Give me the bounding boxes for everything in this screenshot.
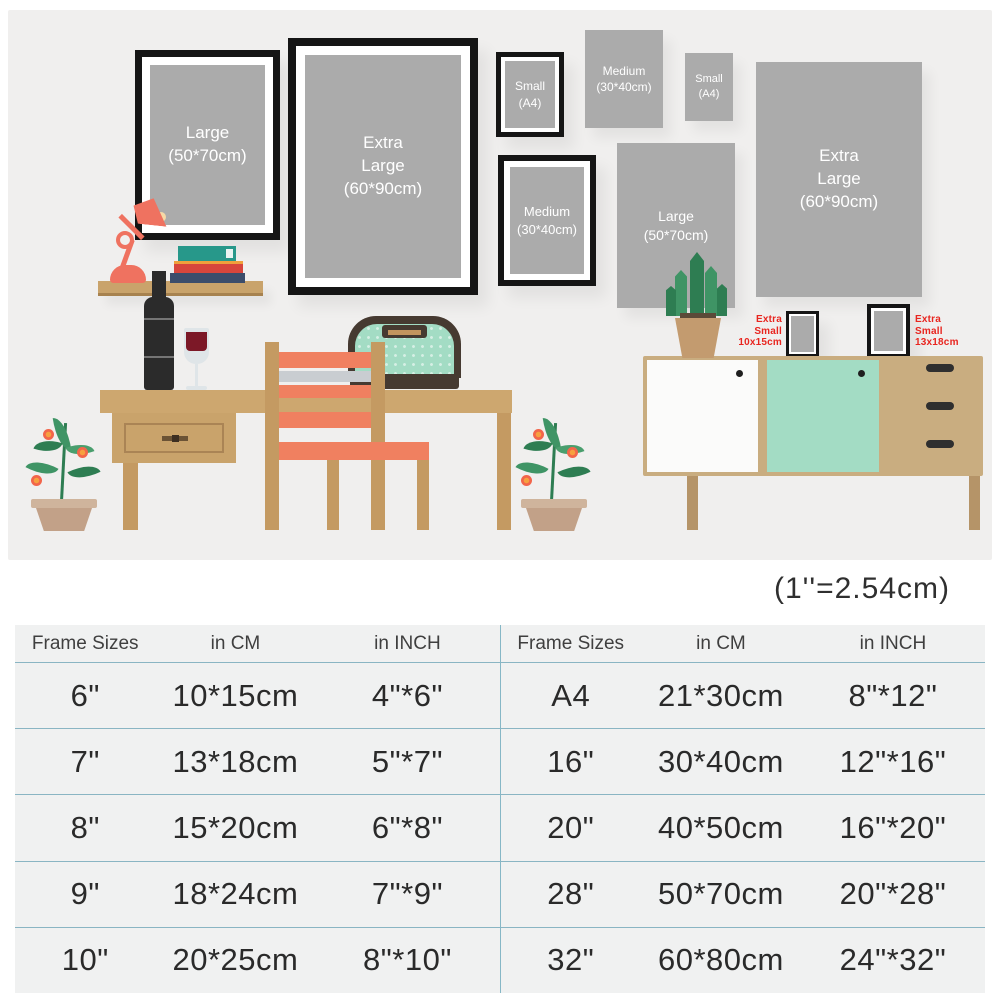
size-table-right	[500, 625, 986, 993]
photo-placeholder	[510, 167, 584, 274]
frame-mat	[296, 46, 470, 287]
chair-slat	[279, 352, 371, 368]
plant-leaf	[675, 270, 687, 316]
cell-inch: 20"*28"	[839, 876, 947, 912]
column-header: in CM	[210, 632, 261, 654]
plant-pot-rim	[521, 499, 587, 508]
handbag-handle-bar	[388, 330, 421, 335]
potted-plant-sideboard	[666, 250, 728, 358]
table-row	[501, 794, 986, 860]
cell-inch: 4"*6"	[371, 677, 443, 713]
frame-mat	[871, 308, 906, 354]
table-row	[501, 927, 986, 993]
desk-leg	[497, 413, 511, 530]
drawer-handle	[926, 440, 954, 448]
plant-leaf	[717, 284, 727, 316]
column-header: in INCH	[374, 632, 441, 654]
cell-inch: 6"*8"	[371, 810, 443, 845]
cell-inch: 7"*9"	[371, 876, 443, 912]
chair-leg	[327, 460, 339, 530]
chair-slat	[279, 385, 371, 398]
framed-print-xlarge-60x90	[288, 38, 478, 295]
wine-in-glass	[186, 332, 207, 351]
chair-back-post	[265, 342, 279, 530]
column-header: in CM	[696, 632, 746, 654]
size-table-left	[15, 625, 500, 993]
plant-flower	[77, 447, 88, 458]
cell-inch: 12"*16"	[839, 743, 947, 779]
frame-size-label: Medium (30*40cm)	[517, 203, 577, 237]
desk-lamp-joint	[116, 231, 134, 249]
table-header-row	[501, 625, 986, 662]
cell-inch: 24"*32"	[839, 942, 947, 978]
frame-size-label: Large (50*70cm)	[168, 123, 247, 165]
cell-cm: 60*80cm	[658, 942, 784, 978]
cell-cm: 15*20cm	[172, 810, 299, 845]
cell-frame-size: 20"	[547, 810, 595, 845]
column-header: Frame Sizes	[31, 632, 139, 654]
table-row	[15, 927, 500, 993]
cell-inch: 8"*12"	[848, 677, 938, 713]
tabletop-frame-10x15	[786, 311, 819, 357]
table-row	[501, 861, 986, 927]
cell-cm: 13*18cm	[172, 743, 299, 779]
plant-pot	[526, 508, 582, 531]
book-red	[174, 264, 243, 273]
plant-flower	[567, 447, 578, 458]
column-header: Frame Sizes	[517, 632, 625, 654]
sideboard-leg	[969, 476, 980, 530]
sideboard-door-white	[647, 360, 758, 472]
photo-placeholder	[305, 55, 461, 278]
cell-frame-size: 9"	[70, 876, 100, 912]
sideboard-leg	[687, 476, 698, 530]
cell-cm: 21*30cm	[658, 677, 784, 713]
size-conversion-tables	[15, 625, 985, 993]
chair-slat	[279, 371, 371, 382]
cell-frame-size: 6"	[70, 677, 100, 713]
wall-shelf	[98, 281, 263, 296]
book-label	[226, 249, 233, 258]
desk-leg	[123, 463, 138, 530]
photo-placeholder	[505, 61, 555, 128]
extra-small-10x15-label: Extra Small 10x15cm	[738, 314, 782, 348]
cell-frame-size: 8"	[70, 810, 100, 845]
frame-mat	[142, 57, 273, 233]
table-row	[501, 728, 986, 794]
chair-back-post	[371, 342, 385, 530]
cell-inch: 5"*7"	[371, 743, 443, 779]
table-header-row	[15, 625, 500, 662]
plant-leaf	[705, 266, 717, 316]
tabletop-frame-13x18	[867, 304, 910, 358]
cell-frame-size: 7"	[70, 743, 100, 779]
plant-flower	[521, 475, 532, 486]
frame-mat	[504, 161, 590, 280]
plant-leaf	[690, 252, 704, 316]
drawer-handle	[926, 402, 954, 410]
wine-bottle-label-line	[144, 356, 174, 358]
column-header: in INCH	[859, 632, 927, 654]
potted-plant-floor-left	[15, 413, 115, 531]
chair-seat	[279, 442, 429, 460]
framed-print-medium-30x40	[498, 155, 596, 286]
cell-frame-size: 16"	[547, 743, 595, 779]
plant-flower	[31, 475, 42, 486]
table-row	[501, 662, 986, 728]
frame-size-label: Medium (30*40cm)	[596, 63, 652, 94]
cell-cm: 50*70cm	[658, 876, 784, 912]
frame-mat	[501, 57, 559, 132]
cell-inch: 8"*10"	[363, 942, 452, 978]
table-row	[15, 861, 500, 927]
cell-cm: 20*25cm	[172, 942, 299, 978]
plant-leaf	[25, 455, 58, 481]
plant-pot	[675, 318, 721, 358]
plant-leaf	[67, 459, 100, 485]
photo-placeholder	[150, 65, 265, 225]
extra-small-13x18-label: Extra Small 13x18cm	[915, 314, 959, 348]
frame-size-label: Extra Large (60*90cm)	[799, 146, 879, 211]
plant-pot	[36, 508, 92, 531]
table-row	[15, 728, 500, 794]
table-row	[15, 662, 500, 728]
door-knob	[736, 370, 743, 377]
drawer-handle	[926, 364, 954, 372]
frame-mat	[789, 314, 816, 354]
potted-plant-floor-middle	[505, 413, 605, 531]
cell-frame-size: A4	[551, 677, 591, 713]
inch-cm-conversion-note: (1''=2.54cm)	[773, 572, 950, 605]
cell-frame-size: 10"	[61, 942, 109, 978]
print-xlarge-60x90	[756, 62, 922, 297]
plant-flower	[533, 429, 544, 440]
frame-size-label: Large (50*70cm)	[643, 207, 709, 243]
print-small-a4	[685, 53, 733, 121]
cell-frame-size: 32"	[547, 942, 595, 978]
plant-pot-rim	[31, 499, 97, 508]
cell-cm: 18*24cm	[172, 876, 299, 912]
table-row	[15, 794, 500, 860]
cell-cm: 40*50cm	[658, 810, 784, 845]
frame-size-label: Small (A4)	[514, 79, 545, 110]
plant-flower	[43, 429, 54, 440]
plant-leaf	[557, 459, 590, 485]
desk-drawer-knob	[172, 435, 179, 442]
print-medium-30x40	[585, 30, 663, 128]
desk-lamp-base	[110, 265, 146, 283]
frame-size-label: Extra Large (60*90cm)	[343, 133, 423, 198]
framed-print-small-a4	[496, 52, 564, 137]
cell-cm: 30*40cm	[658, 743, 784, 779]
plant-leaf	[666, 286, 676, 316]
cell-cm: 10*15cm	[172, 677, 299, 713]
wine-bottle-label-line	[144, 318, 174, 320]
chair-slat	[279, 412, 371, 428]
chair-leg	[417, 460, 429, 530]
frame-size-label: Small (A4)	[695, 73, 723, 100]
cell-frame-size: 28"	[547, 876, 595, 912]
wine-bottle	[144, 297, 174, 390]
wine-glass-foot	[186, 386, 207, 390]
sideboard	[643, 356, 983, 476]
cell-inch: 16"*20"	[839, 810, 947, 845]
door-knob	[858, 370, 865, 377]
book-navy	[170, 273, 245, 283]
wine-glass-stem	[195, 364, 198, 386]
photo-placeholder	[791, 316, 814, 352]
plant-leaf	[515, 455, 548, 481]
photo-placeholder	[874, 311, 903, 351]
